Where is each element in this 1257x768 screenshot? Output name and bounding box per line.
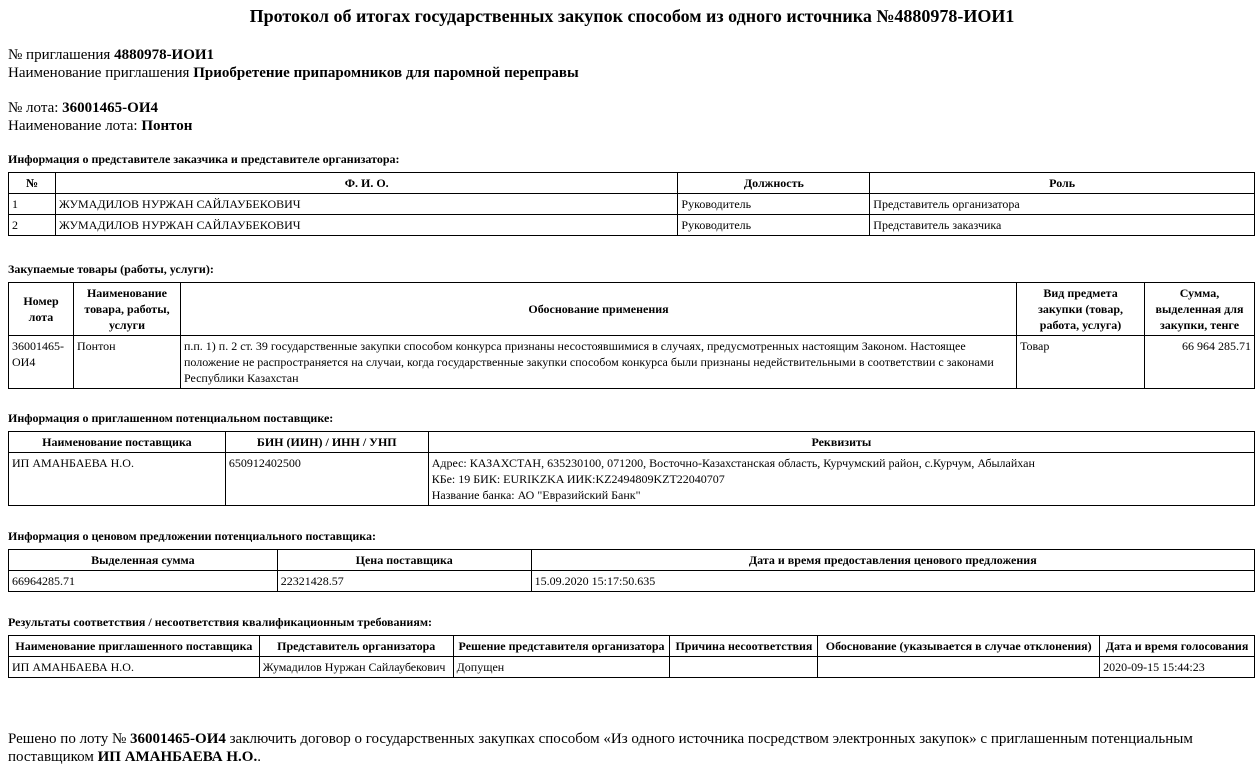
decision-supplier: ИП АМАНБАЕВА Н.О.	[97, 749, 258, 765]
requisites-bank-name: Название банка: АО "Евразийский Банк"	[431, 488, 641, 502]
column-header: №	[9, 173, 56, 194]
column-header: Ф. И. О.	[55, 173, 677, 194]
position: Руководитель	[678, 194, 870, 215]
requisites-address: Адрес: КАЗАХСТАН, 635230100, 071200, Восточно-Казахстанская область, Курчумский район, с.Курчум, Абылайхан	[431, 456, 1035, 470]
invitation-name-label: Наименование приглашения	[8, 65, 190, 81]
column-header: Причина несоответствия	[670, 636, 818, 657]
lot-name-label: Наименование лота:	[8, 118, 138, 134]
price-offer-datetime-cell: 15.09.2020 15:17:50.635	[531, 571, 1254, 592]
column-header: Роль	[870, 173, 1255, 194]
table-row	[9, 571, 1255, 592]
allocated-sum-cell: 66 964 285.71	[1145, 336, 1255, 389]
table-header-row	[9, 432, 1255, 453]
lot-name: Понтон	[141, 118, 193, 134]
supplier-price-cell: 22321428.57	[277, 571, 531, 592]
price-table	[8, 549, 1255, 592]
supplier-section-title: Информация о приглашенном потенциальном поставщике:	[8, 411, 334, 425]
rejection-justification-cell	[818, 657, 1100, 678]
decision-lot: 36001465-ОИ4	[130, 731, 226, 747]
invitation-name-line	[8, 64, 579, 82]
invited-supplier-cell: ИП АМАНБАЕВА Н.О.	[9, 657, 260, 678]
representatives-section-title: Информация о представителе заказчика и представителе организатора:	[8, 152, 400, 166]
full-name: ЖУМАДИЛОВ НУРЖАН САЙЛАУБЕКОВИЧ	[55, 215, 677, 236]
column-header: Номер лота	[9, 283, 74, 336]
column-header: Обоснование применения	[180, 283, 1016, 336]
column-header: Наименование поставщика	[9, 432, 226, 453]
invitation-number: 4880978-ИОИ1	[114, 47, 215, 63]
goods-section-title: Закупаемые товары (работы, услуги):	[8, 262, 214, 276]
column-header: Обоснование (указывается в случае отклонения)	[818, 636, 1100, 657]
table-row	[9, 453, 1255, 506]
column-header: Представитель организатора	[259, 636, 453, 657]
role: Представитель заказчика	[870, 215, 1255, 236]
column-header: Сумма, выделенная для закупки, тенге	[1145, 283, 1255, 336]
table-row	[9, 194, 1255, 215]
column-header: Должность	[678, 173, 870, 194]
row-number: 2	[9, 215, 56, 236]
results-section-title: Результаты соответствия / несоответствия квалификационным требованиям:	[8, 615, 432, 629]
decision-prefix: Решено по лоту №	[8, 731, 127, 747]
column-header: Реквизиты	[428, 432, 1254, 453]
table-row	[9, 657, 1255, 678]
invitation-name: Приобретение припаромников для паромной переправы	[193, 65, 579, 81]
voting-datetime-cell: 2020-09-15 15:44:23	[1100, 657, 1255, 678]
role: Представитель организатора	[870, 194, 1255, 215]
lot-number-label: № лота:	[8, 100, 59, 116]
column-header: Выделенная сумма	[9, 550, 278, 571]
table-header-row	[9, 636, 1255, 657]
table-row	[9, 215, 1255, 236]
goods-table	[8, 282, 1255, 389]
final-decision	[8, 730, 1208, 766]
supplier-name-cell: ИП АМАНБАЕВА Н.О.	[9, 453, 226, 506]
table-header-row	[9, 283, 1255, 336]
decision-cell: Допущен	[453, 657, 670, 678]
table-header-row	[9, 173, 1255, 194]
supplier-requisites-cell	[428, 453, 1254, 506]
lot-number: 36001465-ОИ4	[62, 100, 159, 116]
invitation-number-line	[8, 46, 579, 64]
lot-number-line	[8, 99, 192, 117]
column-header: Решение представителя организатора	[453, 636, 670, 657]
decision-suffix: .	[257, 749, 261, 765]
price-section-title: Информация о ценовом предложении потенциального поставщика:	[8, 529, 377, 543]
lot-number-cell: 36001465-ОИ4	[9, 336, 74, 389]
goods-name-cell: Понтон	[73, 336, 180, 389]
justification-cell: п.п. 1) п. 2 ст. 39 государственные закупки способом конкурса признаны несостоявшимися в случаях, предусмотренных настоящим Законом. Настоящее положение не распространяется на случаи, когда государственные закупки способом конкурса были признаны недействительными в соответствии с законами Республики Казахстан	[180, 336, 1016, 389]
column-header: Цена поставщика	[277, 550, 531, 571]
allocated-amount-cell: 66964285.71	[9, 571, 278, 592]
row-number: 1	[9, 194, 56, 215]
representatives-table	[8, 172, 1255, 236]
column-header: Вид предмета закупки (товар, работа, услуга)	[1017, 283, 1145, 336]
column-header: Наименование товара, работы, услуги	[73, 283, 180, 336]
supplier-bin-cell: 650912402500	[225, 453, 428, 506]
subject-type-cell: Товар	[1017, 336, 1145, 389]
requisites-bank-codes: КБе: 19 БИК: EURIKZKA ИИК:KZ2494809KZT22040707	[431, 472, 725, 486]
position: Руководитель	[678, 215, 870, 236]
lot-info	[8, 99, 192, 135]
lot-name-line	[8, 117, 192, 135]
supplier-table	[8, 431, 1255, 506]
column-header: БИН (ИИН) / ИНН / УНП	[225, 432, 428, 453]
column-header: Дата и время голосования	[1100, 636, 1255, 657]
table-header-row	[9, 550, 1255, 571]
nonconformity-reason-cell	[670, 657, 818, 678]
table-row	[9, 336, 1255, 389]
organizer-representative-cell: Жумадилов Нуржан Сайлаубекович	[259, 657, 453, 678]
results-table	[8, 635, 1255, 678]
decision-text: заключить договор о государственных закупках способом «Из одного источника посредством электронных закупок» с приглашенным потенциальным поставщиком	[8, 731, 1193, 765]
column-header: Наименование приглашенного поставщика	[9, 636, 260, 657]
column-header: Дата и время предоставления ценового предложения	[531, 550, 1254, 571]
invitation-number-label: № приглашения	[8, 47, 111, 63]
document-title: Протокол об итогах государственных закупок способом из одного источника №4880978-ИОИ1	[249, 6, 1015, 26]
invitation-info	[8, 46, 579, 82]
full-name: ЖУМАДИЛОВ НУРЖАН САЙЛАУБЕКОВИЧ	[55, 194, 677, 215]
